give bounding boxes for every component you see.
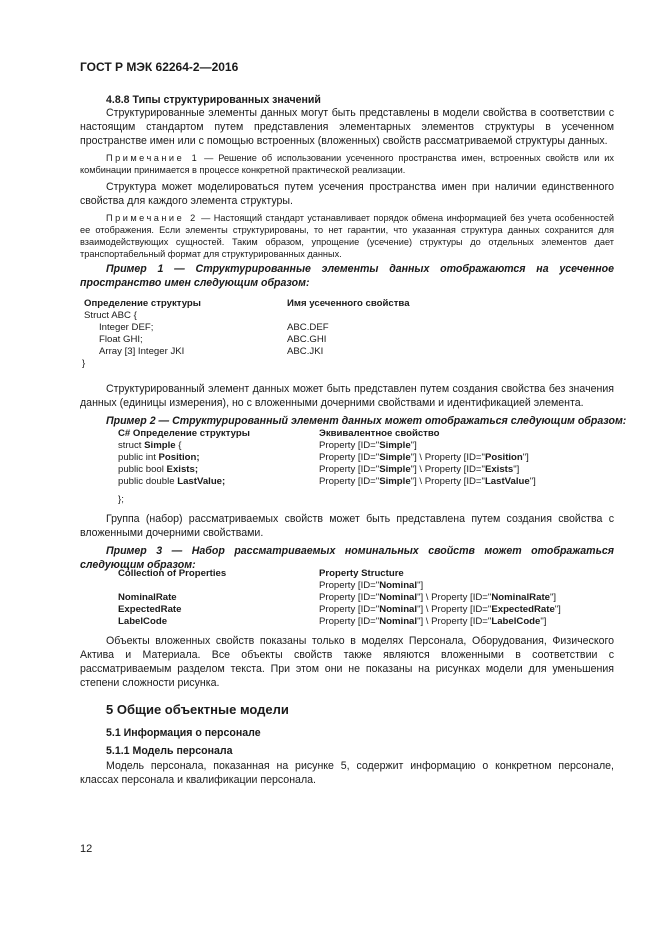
section-title-4-8-8: 4.8.8 Типы структурированных значений — [106, 94, 321, 106]
paragraph-namespace-truncation: Структура может моделироваться путем усечения пространства имен при наличии единственного свойства для каждого элемента структуры. — [80, 181, 614, 207]
example-2-caption: Пример 2 — Структурированный элемент данных может отображаться следующим образом: — [106, 415, 627, 427]
paragraph-property-collection: Группа (набор) рассматриваемых свойств может быть представлена путем создания свойства с вложенными дочерними свойствами. — [80, 513, 614, 539]
section-title-5-1: 5.1 Информация о персонале — [106, 727, 261, 739]
page-number: 12 — [80, 843, 93, 855]
example-2-row-right: Property [ID="Simple"] \ Property [ID="Position"] — [319, 452, 529, 463]
example-1-row-right: ABC.GHI — [287, 334, 327, 345]
note-1-text: — Решение об использовании усеченного пространства имен, встроенных свойств или их комбинации принимается в процессе конкретной практической реализации. — [80, 153, 614, 175]
example-2-row-right: Property [ID="Simple"] \ Property [ID="Exists"] — [319, 464, 520, 475]
example-2-row-left: public double LastValue; — [118, 476, 226, 487]
note-1-label: Примечание 1 — [106, 153, 200, 163]
example-1-row-left: Float GHI; — [99, 334, 143, 345]
example-1-head-right: Имя усеченного свойства — [287, 298, 410, 309]
note-2-text: — Настоящий стандарт устанавливает порядок обмена информацией без учета особенностей ее отображения. Если элементы структурированы, то нет гарантии, что указанная структура данных сохранится для взаимодействующих сущностей. Таким образом, упрощение (усечение) структуры до отдельных элементов дает транспортабельный формат для структурированных данных. — [80, 213, 614, 259]
example-3-row-right: Property [ID="Nominal"] — [319, 580, 424, 591]
example-3-row-right: Property [ID="Nominal"] \ Property [ID="LabelCode"] — [319, 616, 547, 627]
paragraph-structured-element-property: Структурированный элемент данных может быть представлен путем создания свойства без значения данных (единицы измерения), но с вложенными дочерними свойствами и идентификацией элемента. — [80, 383, 614, 409]
paragraph-structured-elements: Структурированные элементы данных могут быть представлены в модели свойства в соответствии с настоящим стандартом путем представления элементарных элементов структуры в усеченном пространстве имен или с помощью встроенных (вложенных) свойств рассматриваемой структуры данных. — [80, 107, 614, 147]
example-2-close: }; — [118, 494, 124, 505]
example-3-row-right: Property [ID="Nominal"] \ Property [ID="ExpectedRate"] — [319, 604, 561, 615]
example-2-row-left: public bool Exists; — [118, 464, 199, 475]
example-2-head-right: Эквивалентное свойство — [319, 428, 440, 439]
note-2 — [80, 212, 614, 260]
example-3-head-left: Collection of Properties — [118, 568, 227, 579]
example-3-row-left: NominalRate — [118, 592, 177, 603]
paragraph-nested-property-objects: Объекты вложенных свойств показаны только в моделях Персонала, Оборудования, Физического Актива и Материала. Все объекты свойств также являются вложенными в соответствии с рассматриваемым разделом текста. При этом они не показаны на рисунках модели для уменьшения степени сложности рисунка. — [80, 635, 614, 689]
example-1-row-right: ABC.DEF — [287, 322, 329, 333]
note-1 — [80, 152, 614, 176]
example-2-head-left: C# Определение структуры — [118, 428, 250, 439]
document-header: ГОСТ Р МЭК 62264-2—2016 — [80, 60, 239, 74]
section-title-5-1-1: 5.1.1 Модель персонала — [106, 745, 233, 757]
example-3-head-right: Property Structure — [319, 568, 404, 579]
example-3-row-left: LabelCode — [118, 616, 168, 627]
example-2-row-left: public int Position; — [118, 452, 200, 463]
example-3-row-right: Property [ID="Nominal"] \ Property [ID="NominalRate"] — [319, 592, 557, 603]
example-2-row-right: Property [ID="Simple"] — [319, 440, 417, 451]
example-1-row-left: Integer DEF; — [99, 322, 154, 333]
example-1-row-right: ABC.JKI — [287, 346, 324, 357]
example-1-row-left: } — [82, 358, 86, 369]
note-2-label: Примечание 2 — [106, 213, 198, 223]
example-3-row-left: ExpectedRate — [118, 604, 182, 615]
example-1-head-left: Определение структуры — [84, 298, 201, 309]
example-1-row-left: Struct ABC { — [84, 310, 137, 321]
example-2-row-left: struct Simple { — [118, 440, 182, 451]
example-2-row-right: Property [ID="Simple"] \ Property [ID="LastValue"] — [319, 476, 536, 487]
example-1-caption: Пример 1 — Структурированные элементы данных отображаются на усеченное пространство имен следующим образом: — [80, 263, 614, 289]
example-1-row-left: Array [3] Integer JKI — [99, 346, 185, 357]
section-title-5: 5 Общие объектные модели — [106, 702, 289, 717]
paragraph-personnel-model: Модель персонала, показанная на рисунке 5, содержит информацию о конкретном персонале, классах персонала и квалификации персонала. — [80, 760, 614, 786]
example-3-caption: Пример 3 — Набор рассматриваемых номинальных свойств может отображаться следующим образом: — [80, 545, 614, 571]
